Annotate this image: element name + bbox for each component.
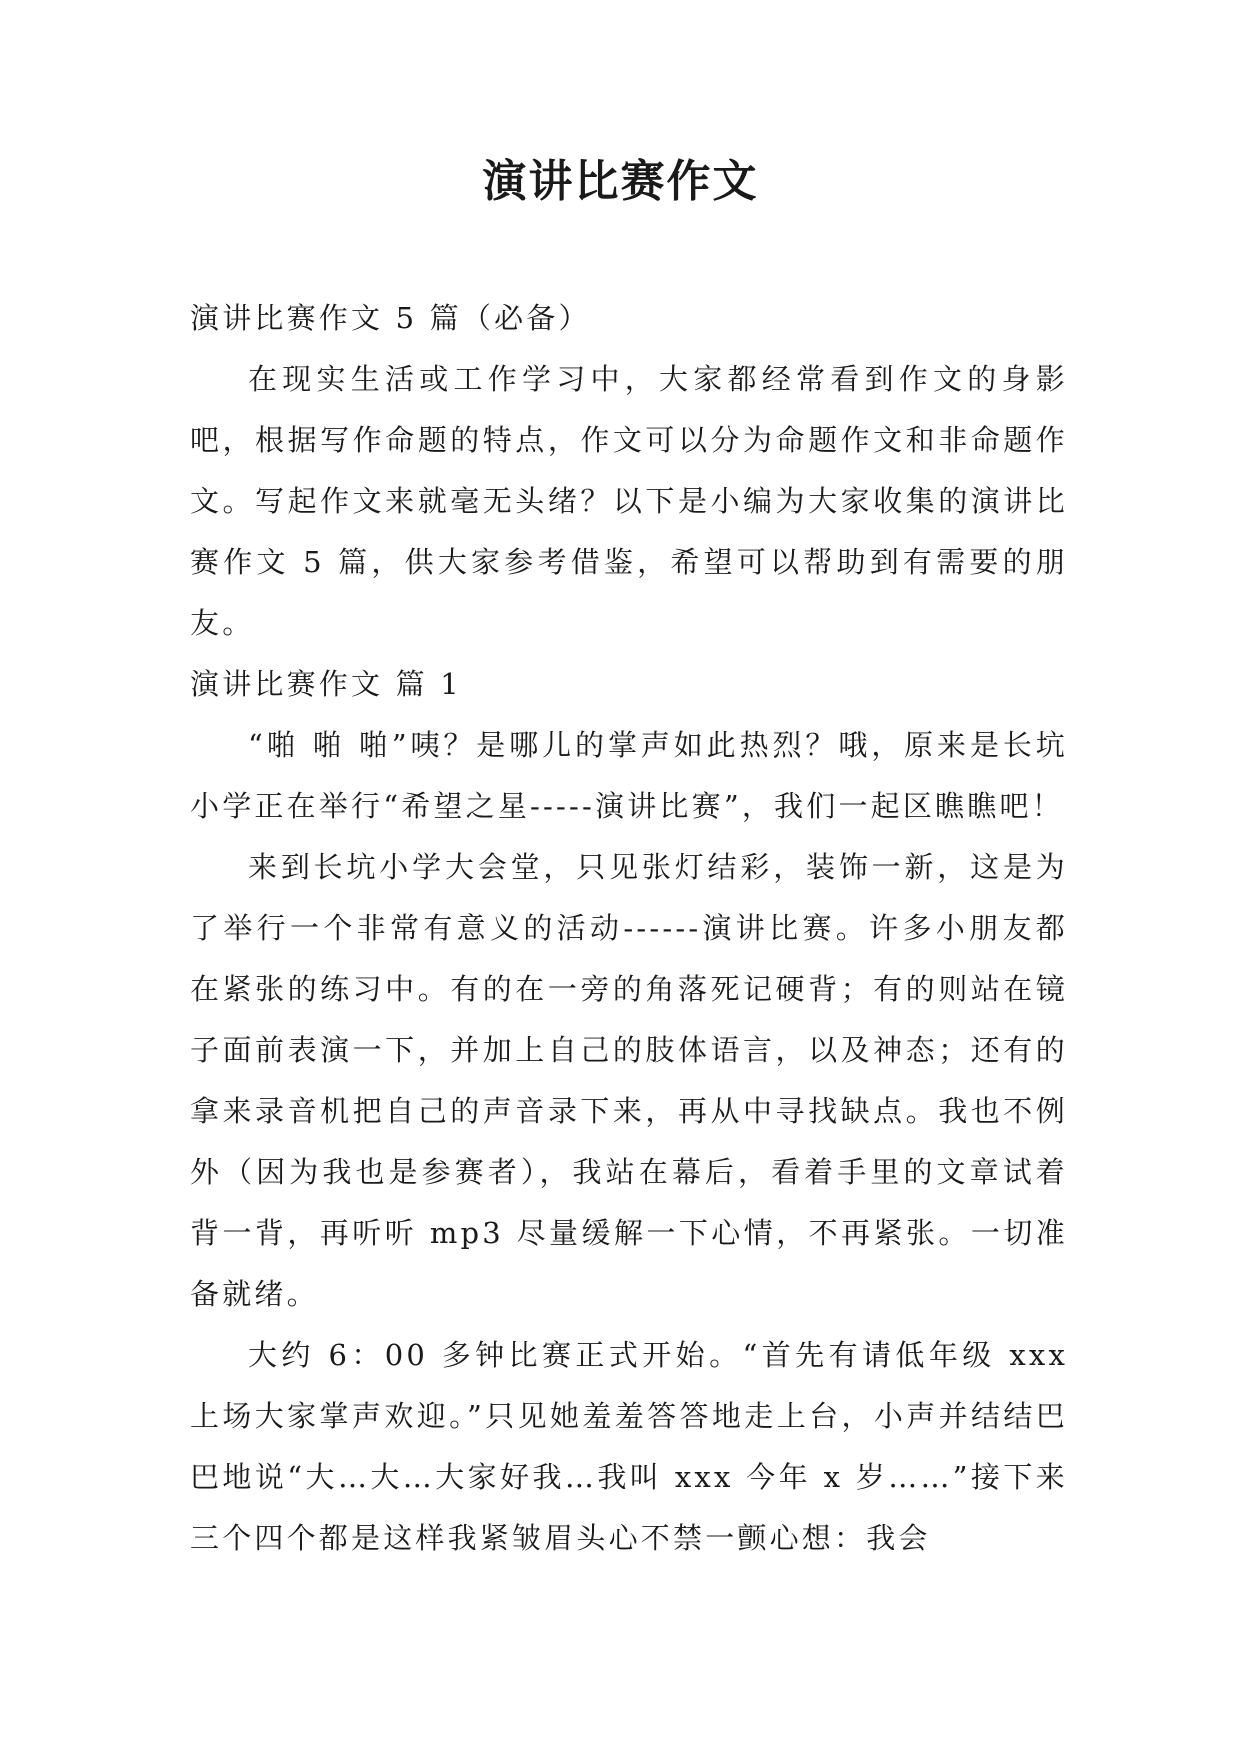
document-title: 演讲比赛作文 [482, 156, 759, 207]
article-subtitle: 演讲比赛作文 5 篇（必备） [190, 301, 591, 335]
intro-paragraph: 在现实生活或工作学习中，大家都经常看到作文的身影吧，根据写作命题的特点，作文可以分为命题作文和非命题作文。写起作文来就毫无头绪？以下是小编为大家收集的演讲比赛作文 5 篇，供大家参考借鉴，希望可以帮助到有需要的朋友。 [190, 362, 1068, 640]
section-heading-essay-1: 演讲比赛作文 篇 1 [190, 667, 462, 701]
body-paragraph: “啪 啪 啪”咦？是哪儿的掌声如此热烈？哦，原来是长坑小学正在举行“希望之星-----演讲比赛”，我们一起区瞧瞧吧！ [190, 728, 1068, 823]
body-paragraph: 大约 6：00 多钟比赛正式开始。“首先有请低年级 xxx 上场大家掌声欢迎。”只见她羞羞答答地走上台，小声并结结巴巴地说“大…大…大家好我…我叫 xxx 今年 x 岁……”接下来三个四个都是这样我紧皱眉头心不禁一颤心想：我会 [190, 1338, 1068, 1555]
body-paragraph: 来到长坑小学大会堂，只见张灯结彩，装饰一新，这是为了举行一个非常有意义的活动------演讲比赛。许多小朋友都在紧张的练习中。有的在一旁的角落死记硬背；有的则站在镜子面前表演一下，并加上自己的肢体语言，以及神态；还有的拿来录音机把自己的声音录下来，再从中寻找缺点。我也不例外（因为我也是参赛者），我站在幕后，看着手里的文章试着背一背，再听听 mp3 尽量缓解一下心情，不再紧张。一切准备就绪。 [190, 850, 1068, 1311]
document-body [190, 288, 1068, 1569]
